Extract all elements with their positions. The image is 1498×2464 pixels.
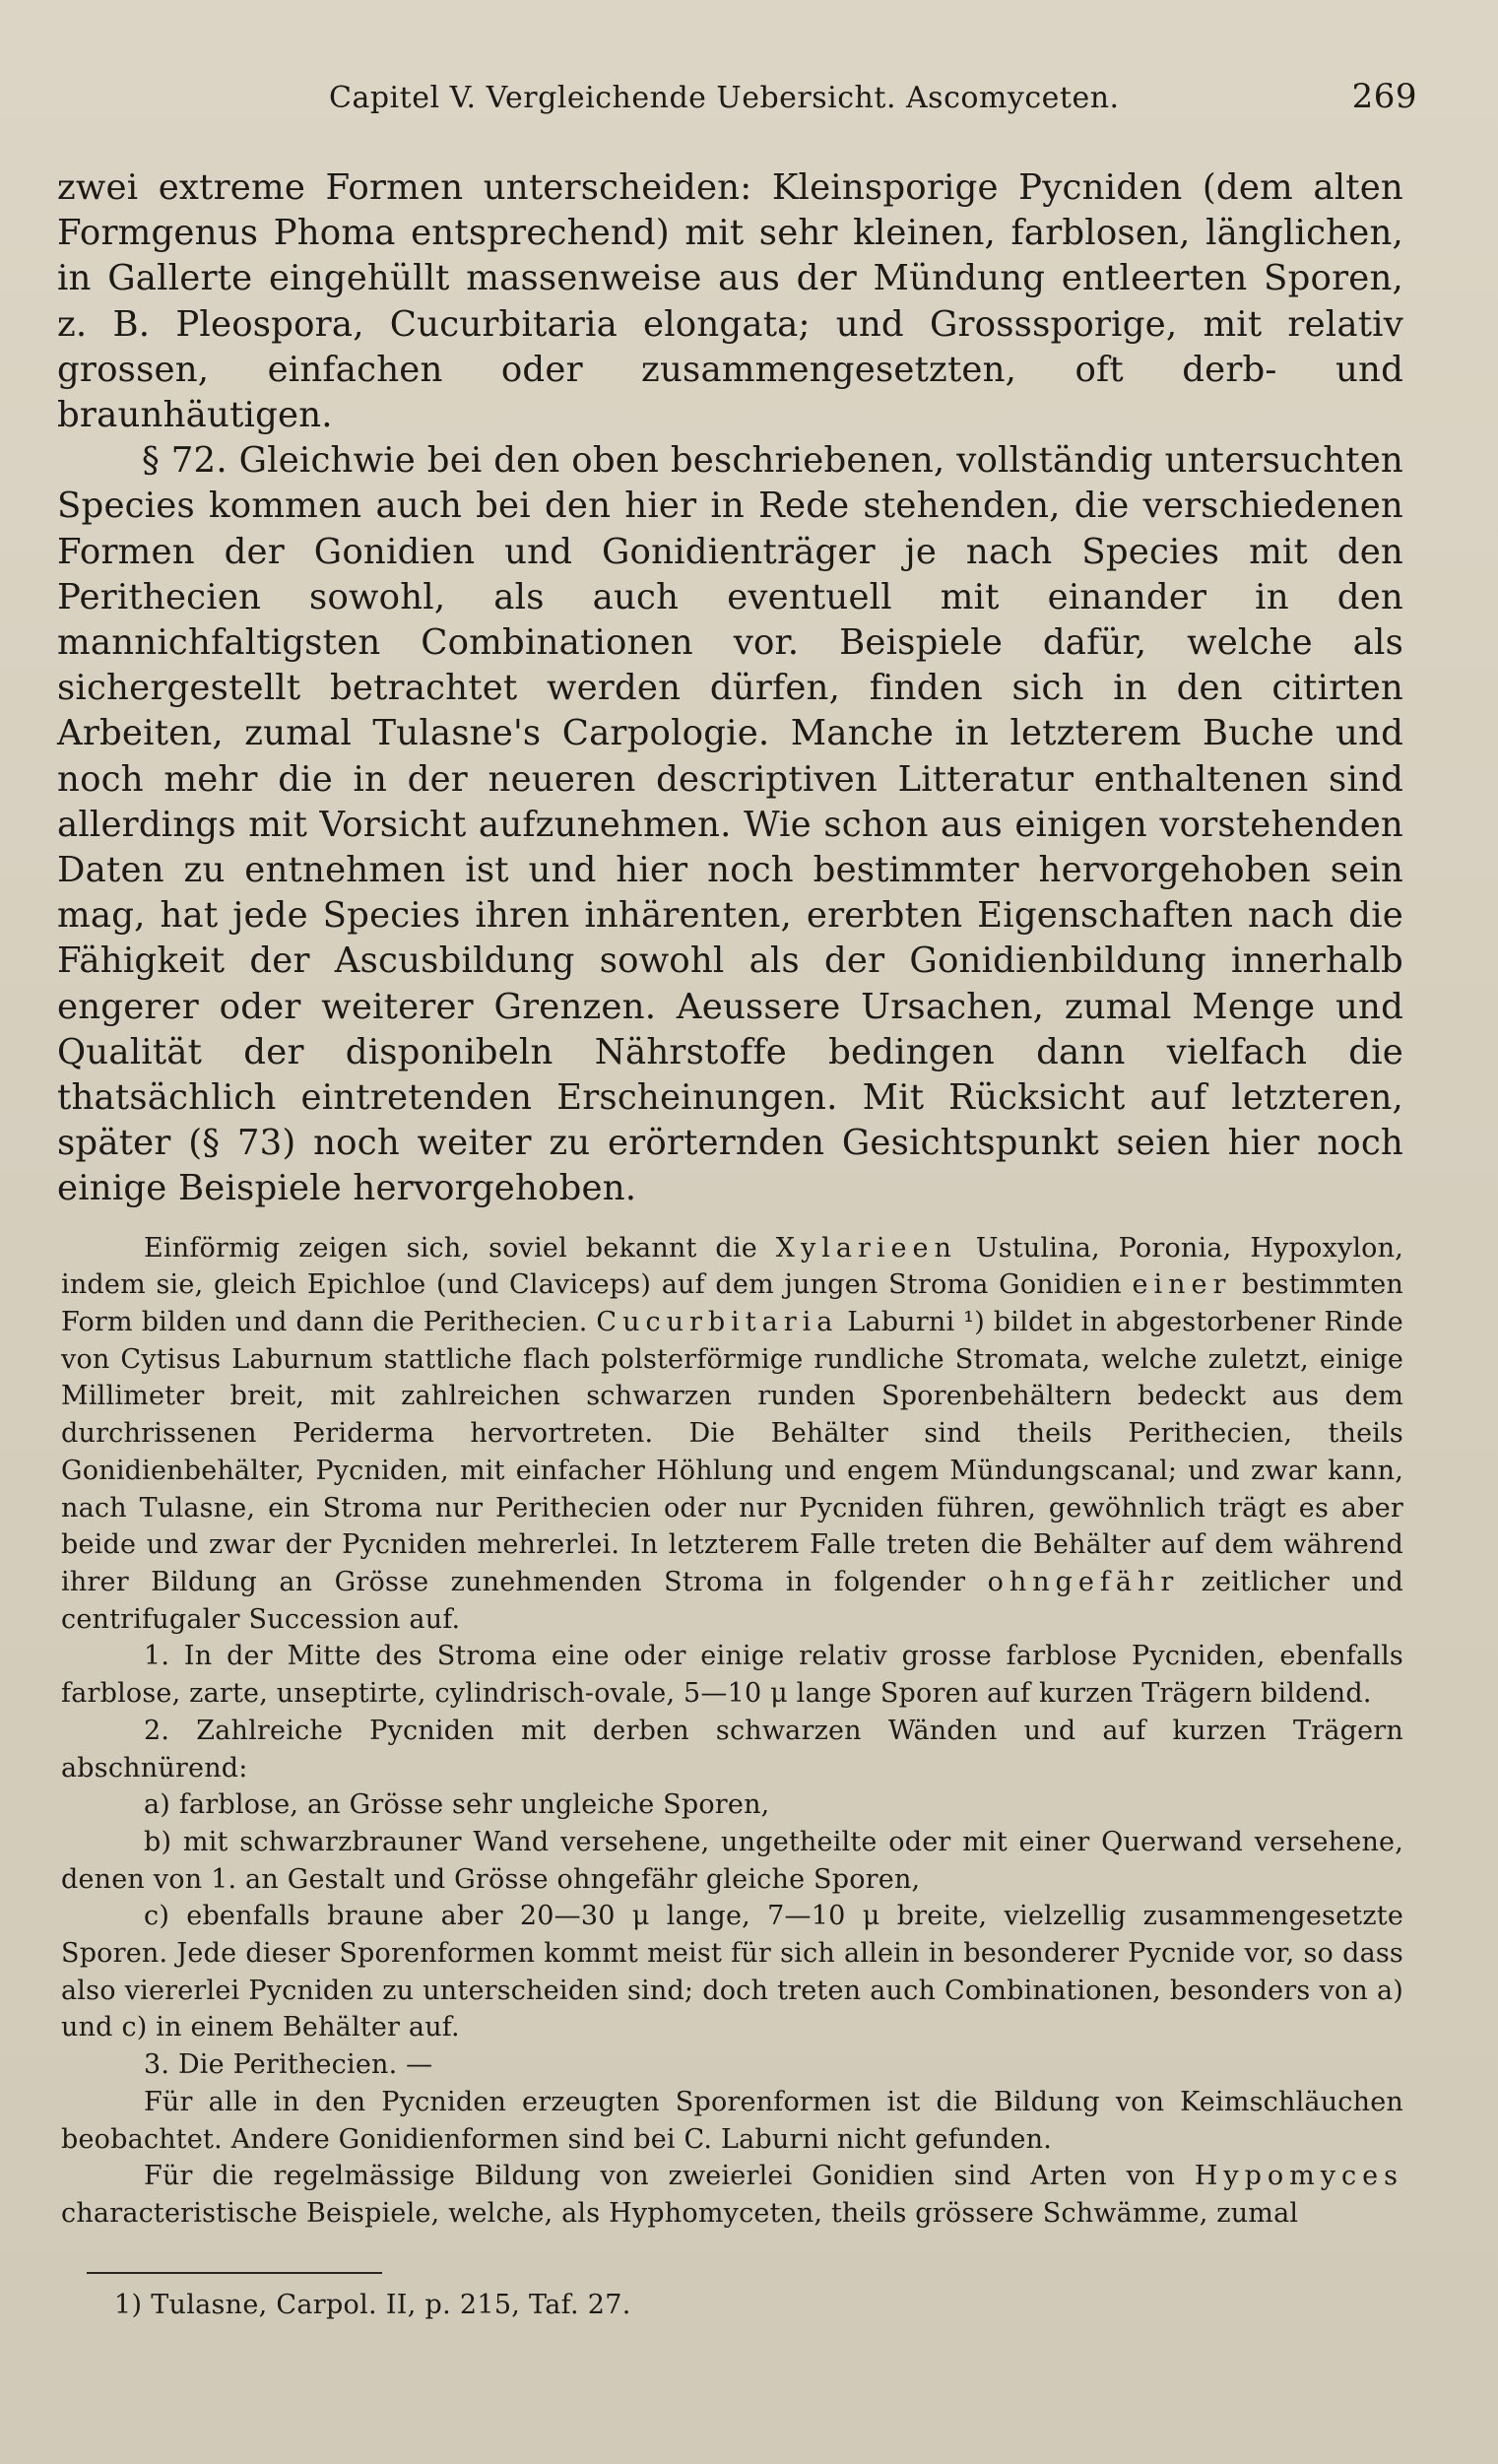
small-paragraph-keimschlaeuche: Für alle in den Pycniden erzeugten Sporenformen ist die Bildung von Keimschläuchen beobachtet. Andere Gonidienformen sind bei C. Laburni nicht gefunden. — [61, 2086, 1403, 2155]
page-number: 269 — [1351, 77, 1417, 116]
main-text — [57, 165, 1403, 1212]
small-item-2c: c) ebenfalls braune aber 20—30 μ lange, 7—10 μ breite, vielzellig zusammengesetzte Sporen. Jede dieser Sporenformen kommt meist für sich allein in besonderer Pycnide vor, so dass also viererlei Pycniden zu unterscheiden sind; doch treten auch Combinationen, besonders von a) und c) in einem Behälter auf. — [61, 1901, 1403, 2043]
small-item-1: 1. In der Mitte des Stroma eine oder einige relativ grosse farblose Pycniden, ebenfalls farblose, zarte, unseptirte, cylindrisch-ovale, 5—10 μ lange Sporen auf kurzen Trägern bildend. — [61, 1641, 1403, 1710]
running-title: Capitel V. Vergleichende Uebersicht. Ascomyceten. — [329, 81, 1120, 115]
small-item-2b: b) mit schwarzbrauner Wand versehene, ungetheilte oder mit einer Querwand versehene, denen von 1. an Gestalt und Grösse ohngefähr gleiche Sporen, — [61, 1826, 1403, 1895]
small-item-2: 2. Zahlreiche Pycniden mit derben schwarzen Wänden und auf kurzen Trägern abschnürend: — [61, 1715, 1403, 1783]
footnote: 1) Tulasne, Carpol. II, p. 215, Taf. 27. — [114, 2289, 631, 2320]
small-paragraph-hypomyces: Für die regelmässige Bildung von zweierlei Gonidien sind Arten von Hypomyces characteristische Beispiele, welche, als Hyphomyceten, theils grössere Schwämme, zumal — [61, 2161, 1403, 2229]
small-item-2a: a) farblose, an Grösse sehr ungleiche Sporen, — [144, 1789, 770, 1821]
footnote-rule — [87, 2272, 382, 2274]
small-print-text — [57, 1230, 1403, 2233]
running-header — [57, 77, 1417, 165]
paragraph-section-72: § 72. Gleichwie bei den oben beschriebenen, vollständig untersuchten Species kommen auch bei den hier in Rede stehenden, die verschiedenen Formen der Gonidien und Gonidienträger je nach Species mit den Perithecien sowohl, als auch eventuell mit einander in den mannichfaltigsten Combinationen vor. Beispiele dafür, welche als sichergestellt betrachtet werden dürfen, finden sich in den citirten Arbeiten, zumal Tulasne's Carpologie. Manche in letzterem Buche und noch mehr die in der neueren descriptiven Litteratur enthaltenen sind allerdings mit Vorsicht aufzunehmen. Wie schon aus einigen vorstehenden Daten zu entnehmen ist und hier noch bestimmter hervorgehoben sein mag, hat jede Species ihren inhärenten, ererbten Eigenschaften nach die Fähigkeit der Ascusbildung sowohl als der Gonidienbildung innerhalb engerer oder weiterer Grenzen. Aeussere Ursachen, zumal Menge und Qualität der disponibeln Nährstoffe bedingen dann vielfach die thatsächlich eintretenden Erscheinungen. Mit Rücksicht auf letzteren, später (§ 73) noch weiter zu erörternden Gesichtspunkt seien hier noch einige Beispiele hervorgehoben. — [57, 440, 1403, 1209]
small-paragraph-xylarieen: Einförmig zeigen sich, soviel bekannt die Xylarieen Ustulina, Poronia, Hypoxylon, indem sie, gleich Epichloe (und Claviceps) auf dem jungen Stroma Gonidien einer bestimmten Form bilden und dann die Perithecien. Cucurbitaria Laburni ¹) bildet in abgestorbener Rinde von Cytisus Laburnum stattliche flach polsterförmige rundliche Stromata, welche zuletzt, einige Millimeter breit, mit zahlreichen schwarzen runden Sporenbehältern bedeckt aus dem durchrissenen Periderma hervortreten. Die Behälter sind theils Perithecien, theils Gonidienbehälter, Pycniden, mit einfacher Höhlung und engem Mündungscanal; und zwar kann, nach Tulasne, ein Stroma nur Perithecien oder nur Pycniden führen, gewöhnlich trägt es aber beide und zwar der Pycniden mehrerlei. In letzterem Falle treten die Behälter auf dem während ihrer Bildung an Grösse zunehmenden Stroma in folgender ohngefähr zeitlicher und centrifugaler Succession auf. — [61, 1232, 1403, 1635]
paragraph-continuation: zwei extreme Formen unterscheiden: Kleinsporige Pycniden (dem alten Formgenus Phoma entsprechend) mit sehr kleinen, farblosen, länglichen, in Gallerte eingehüllt massenweise aus der Mündung entleerten Sporen, z. B. Pleospora, Cucurbitaria elongata; und Grosssporige, mit relativ grossen, einfachen oder zusammengesetzten, oft derb- und braunhäutigen. — [57, 167, 1403, 436]
small-item-3: 3. Die Perithecien. — — [144, 2049, 433, 2081]
